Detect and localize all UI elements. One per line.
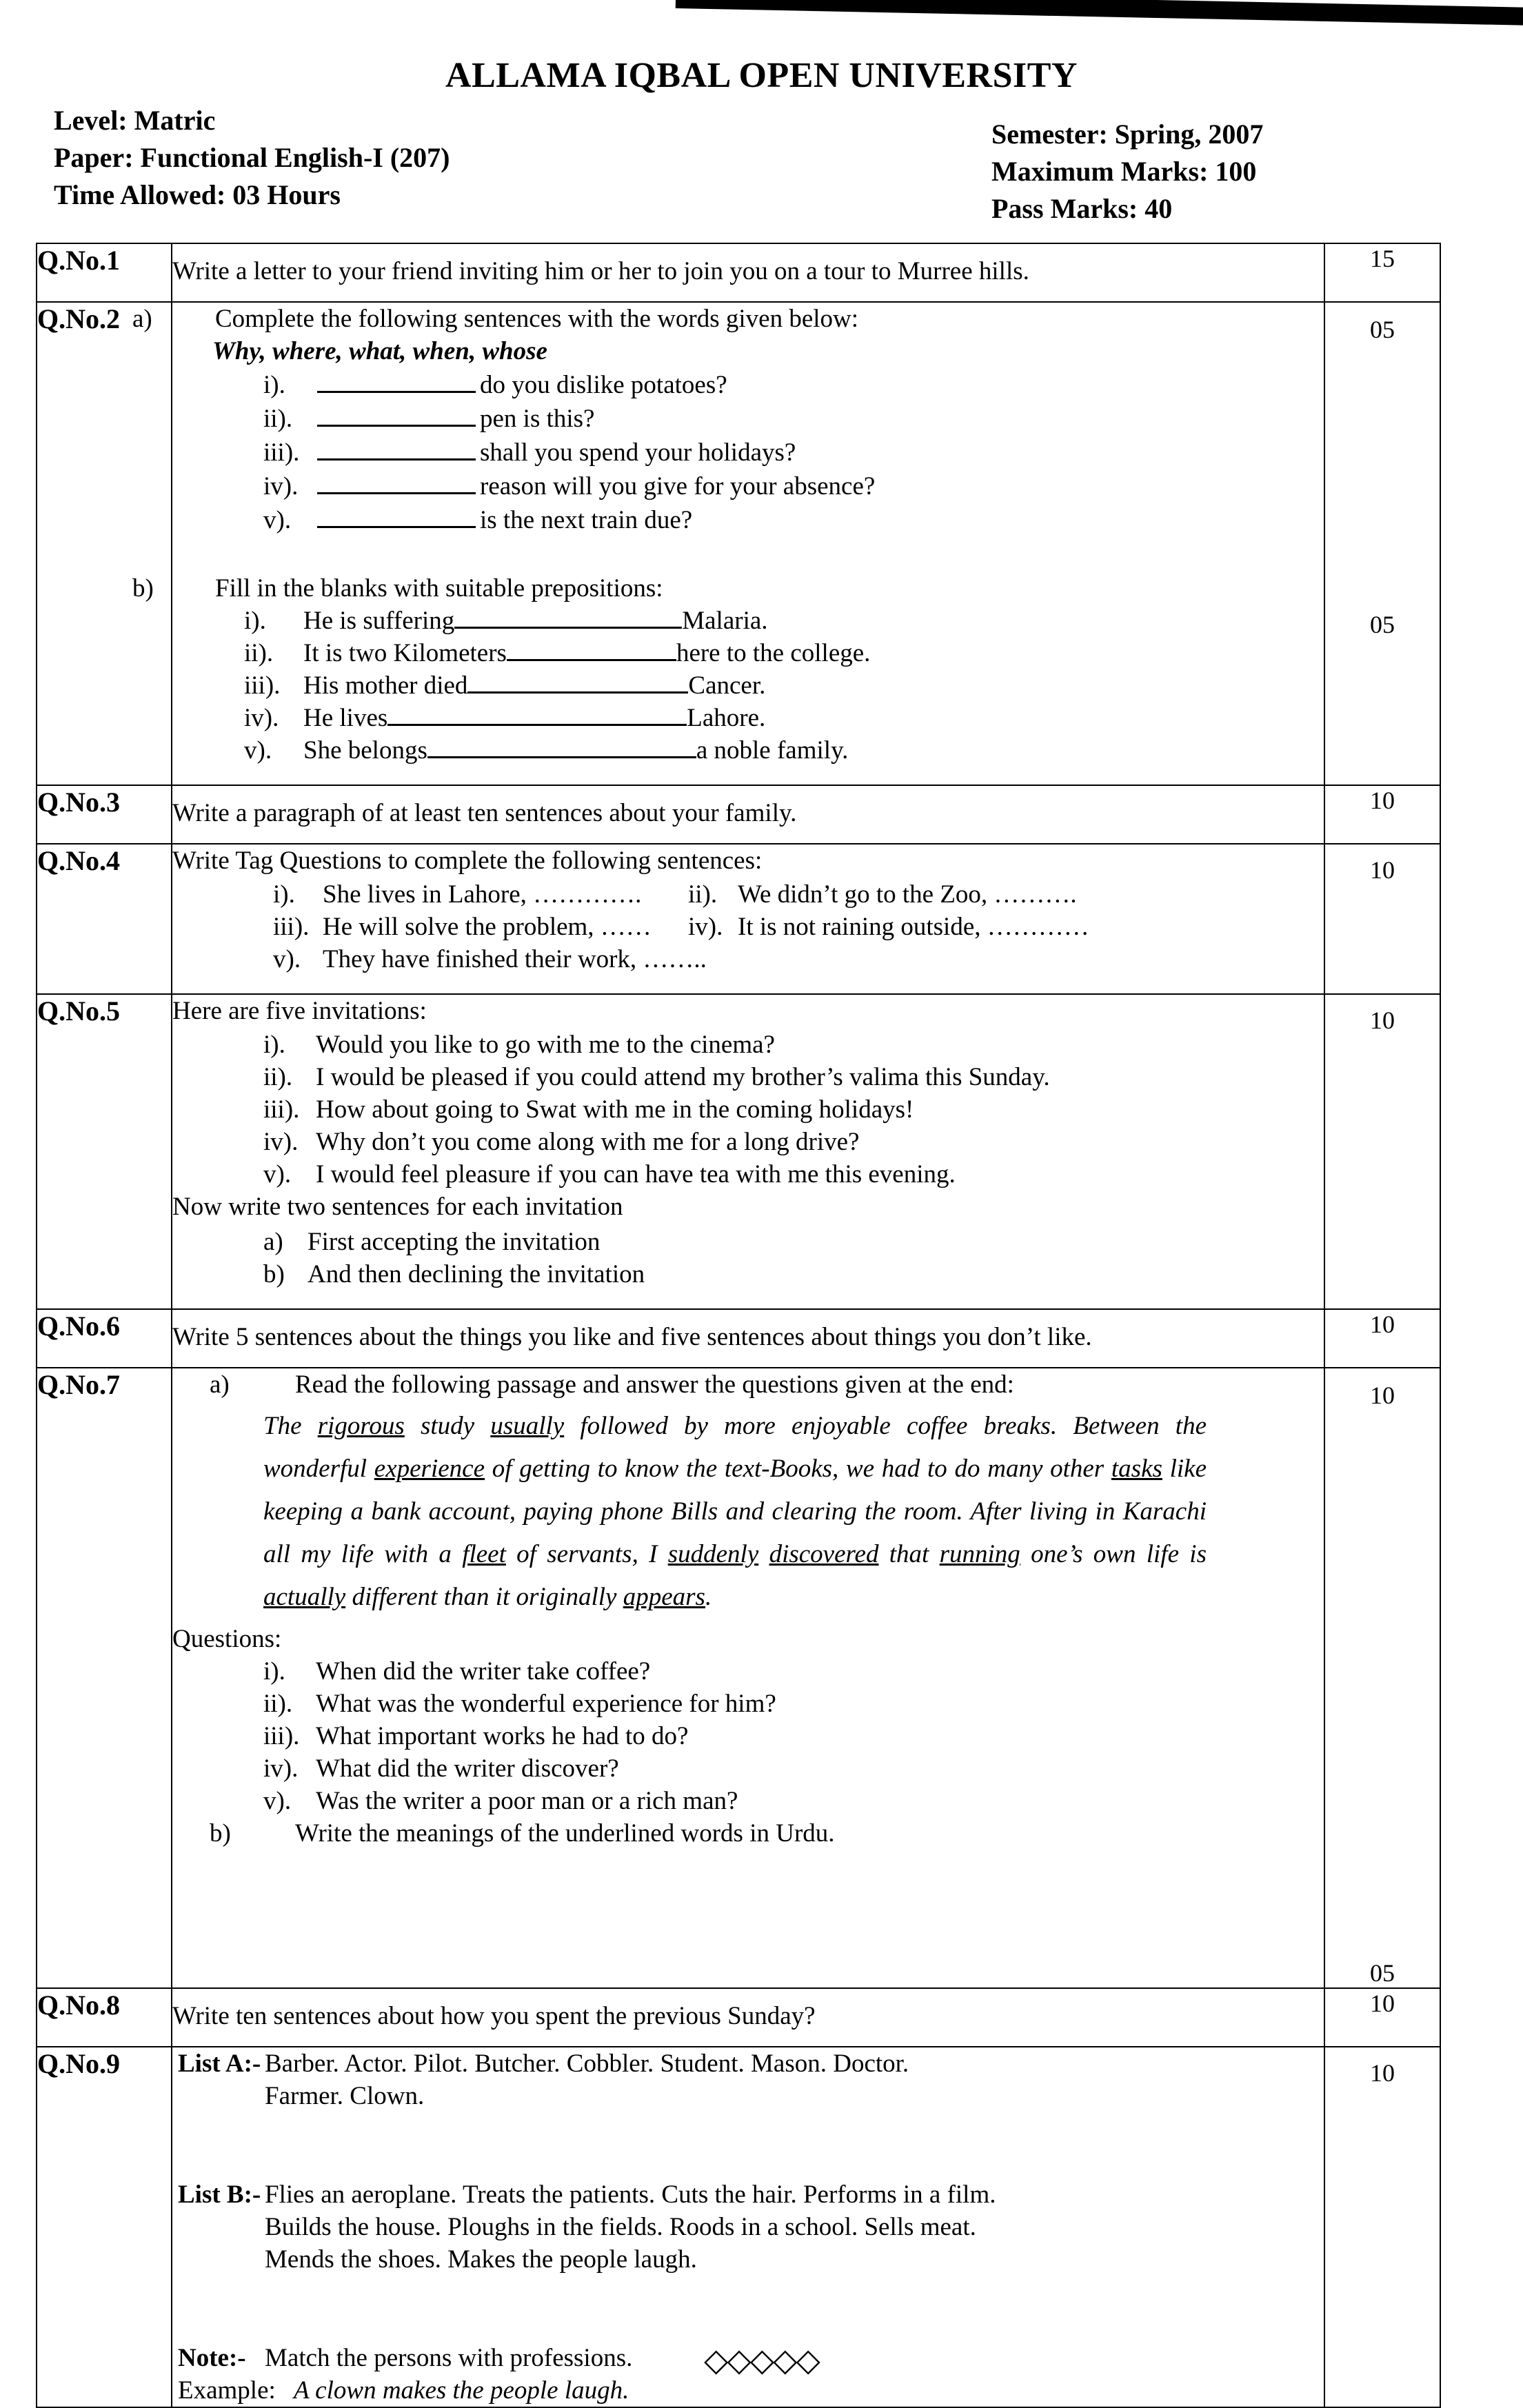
question-number-q7: Q.No.7	[37, 1368, 172, 1988]
table-row	[37, 243, 1440, 302]
table-row	[37, 1988, 1440, 2047]
q2b-after-5: a noble family.	[696, 736, 849, 765]
q5-items	[172, 1029, 1324, 1191]
q2b-num-1: i).	[244, 607, 266, 635]
list-item	[244, 734, 1324, 767]
q2b-before-2: It is two Kilometers	[303, 639, 507, 667]
q2b-after-2: here to the college.	[676, 639, 871, 667]
q5-num-1: i).	[263, 1031, 285, 1059]
list-item	[263, 469, 1324, 503]
q5-text-1: Would you like to go with me to the cinema?	[316, 1031, 775, 1059]
header-paper: Paper: Functional English-I (207)	[54, 142, 450, 173]
q5-intro: Here are five invitations:	[172, 997, 427, 1025]
q7a-label: a)	[210, 1370, 230, 1399]
questions-table	[36, 243, 1441, 2408]
marks-q7a: 10	[1370, 1382, 1395, 1409]
q7-q-text-5: Was the writer a poor man or a rich man?	[316, 1787, 738, 1815]
q2b-after-3: Cancer.	[688, 671, 766, 700]
list-item	[263, 435, 1324, 469]
q9-list-b-line-2: Builds the house. Ploughs in the fields. Roods in a school. Sells meat.	[265, 2213, 976, 2241]
table-row	[37, 844, 1440, 994]
marks-q7b: 05	[1370, 1959, 1395, 1987]
q7-passage	[172, 1401, 1324, 1623]
q5-text-2: I would be pleased if you could attend my brother’s valima this Sunday.	[316, 1063, 1050, 1091]
q4-text-3: He will solve the problem, ……	[323, 913, 652, 941]
q2a-items	[172, 367, 1324, 536]
q7-q-text-2: What was the wonderful experience for him?	[316, 1690, 776, 1718]
q2b-before-4: He lives	[303, 704, 388, 732]
q2a-blank-5[interactable]	[317, 503, 476, 528]
passage-underlined-word: running	[939, 1540, 1020, 1568]
q2-bottom-gap	[172, 767, 1324, 785]
q4-num-2: ii).	[688, 880, 718, 909]
q9-example-tag: Example:	[178, 2376, 276, 2405]
list-item	[244, 637, 1324, 669]
q7-q-num-3: iii).	[263, 1722, 300, 1750]
q2b-items	[172, 605, 1324, 767]
table-row	[37, 994, 1440, 1309]
q2a-num-5: v).	[263, 506, 292, 534]
q4-text-5: They have finished their work, ……..	[323, 945, 707, 973]
passage-text: .	[705, 1583, 712, 1611]
q4-num-1: i).	[273, 880, 295, 909]
list-item	[273, 911, 1324, 943]
q9-list-a-line-1: Barber. Actor. Pilot. Butcher. Cobbler. Student. Mason. Doctor.	[265, 2050, 909, 2078]
q9-list-a-line-2: Farmer. Clown.	[265, 2082, 425, 2110]
q7-marks-stack	[1325, 1368, 1440, 1987]
q7-q-num-5: v).	[263, 1787, 292, 1815]
marks-q1: 15	[1324, 243, 1440, 302]
marks-q8: 10	[1324, 1988, 1440, 2047]
q2b-after-1: Malaria.	[682, 607, 768, 635]
question-number-q9: Q.No.9	[37, 2047, 172, 2407]
list-item	[273, 878, 1324, 911]
header-time-allowed: Time Allowed: 03 Hours	[54, 179, 341, 210]
q9-gap-2	[175, 2276, 1324, 2342]
q7b-text: Write the meanings of the underlined words in Urdu.	[295, 1819, 835, 1848]
q9-list-b-text	[265, 2178, 1216, 2276]
q7-q-num-4: iv).	[263, 1754, 299, 1783]
question-number-q1: Q.No.1	[37, 243, 172, 302]
q2b-before-1: He is suffering	[303, 607, 455, 635]
q2a-word-bank: Why, where, what, when, whose	[212, 337, 547, 365]
q2a-after-5: is the next train due?	[480, 506, 693, 534]
q2-gap	[172, 536, 1324, 572]
q2b-blank-3[interactable]	[467, 671, 688, 694]
q2a-after-3: shall you spend your holidays?	[480, 438, 796, 467]
q9-list-a-text	[265, 2047, 1216, 2112]
header-pass-marks: Pass Marks: 40	[991, 193, 1173, 224]
q9-note-tag: Note:-	[178, 2344, 246, 2372]
marks-q5: 10	[1324, 994, 1440, 1309]
list-item	[263, 1158, 1324, 1191]
passage-text: The	[263, 1412, 318, 1440]
question-body-q4	[172, 844, 1324, 994]
q2a-num-3: iii).	[263, 438, 300, 467]
list-item	[244, 605, 1324, 637]
q7-questions	[172, 1655, 1324, 1817]
q5-num-4: iv).	[263, 1128, 299, 1156]
q5-num-2: ii).	[263, 1063, 293, 1091]
q2b-after-4: Lahore.	[687, 704, 766, 732]
q2b-before-3: His mother died	[303, 671, 468, 700]
question-body-q7	[172, 1368, 1324, 1988]
list-item	[263, 1226, 1324, 1258]
q9-gap	[175, 2112, 1324, 2178]
passage-text: one’s own life is	[1020, 1540, 1207, 1568]
q5-sub-text-a: First accepting the invitation	[307, 1228, 601, 1256]
q7a-text: Read the following passage and answer the questions given at the end:	[295, 1370, 1014, 1399]
q7b-heading	[212, 1817, 1324, 1850]
q6-text: Write 5 sentences about the things you like and five sentences about things you don’t like.	[172, 1323, 1092, 1351]
question-number-q2: Q.No.2	[37, 302, 172, 785]
table-row	[37, 302, 1440, 785]
q7a-heading	[212, 1368, 1324, 1401]
q4-text-1: She lives in Lahore, ………….	[323, 880, 642, 909]
q5-num-3: iii).	[263, 1095, 300, 1124]
q3-text: Write a paragraph of at least ten sentences about your family.	[172, 799, 797, 827]
q5-text-4: Why don’t you come along with me for a long drive?	[316, 1128, 860, 1156]
question-body-q8	[172, 1988, 1324, 2047]
q2a-blank-2[interactable]	[317, 401, 476, 427]
passage-text: like keeping a bank account, paying phone Bills and clearing the room. After living in Karachi all my life with a	[263, 1455, 1207, 1568]
q5-text-3: How about going to Swat with me in the coming holidays!	[316, 1095, 914, 1124]
question-number-q6: Q.No.6	[37, 1309, 172, 1368]
q2b-before-5: She belongs	[303, 736, 427, 765]
q2a-num-4: iv).	[263, 472, 299, 500]
footer-ornament: ◇◇◇◇◇	[704, 2343, 819, 2378]
q2b-blank-1[interactable]	[454, 606, 682, 629]
list-item	[263, 401, 1324, 435]
q2b-blank-2[interactable]	[507, 638, 676, 661]
marks-cell-q2	[1324, 302, 1440, 785]
marks-q6: 10	[1324, 1309, 1440, 1368]
q2b-num-3: iii).	[244, 671, 281, 700]
q2-marks-stack	[1325, 303, 1440, 639]
question-body-q2	[132, 302, 1324, 785]
q5-sub-num-b: b)	[263, 1260, 285, 1288]
passage-underlined-word: fleet	[462, 1540, 506, 1568]
q2a-label: a)	[132, 305, 152, 333]
q9-note-text: Match the persons with professions.	[265, 2344, 633, 2372]
passage-underlined-word: suddenly	[667, 1540, 759, 1568]
q2a-after-4: reason will you give for your absence?	[480, 472, 876, 500]
q7-q-text-4: What did the writer discover?	[316, 1754, 619, 1783]
q4-text-2: We didn’t go to the Zoo, ……….	[738, 880, 1077, 909]
list-item	[263, 1655, 1324, 1688]
list-item	[263, 1752, 1324, 1785]
q4-num-3: iii).	[273, 913, 310, 941]
list-item	[263, 1258, 1324, 1291]
list-item	[263, 503, 1324, 536]
q9-example-text: A clown makes the people laugh.	[294, 2376, 629, 2405]
q9-example	[175, 2374, 1324, 2407]
q9-list-b-tag: List B:-	[178, 2181, 261, 2209]
q2a-num-2: ii).	[263, 405, 293, 433]
q7-q-num-2: ii).	[263, 1690, 293, 1718]
q2b-blank-4[interactable]	[387, 703, 687, 726]
q2a-text: Complete the following sentences with the words given below:	[215, 305, 859, 333]
list-item	[263, 1688, 1324, 1720]
q4-num-5: v).	[273, 945, 301, 973]
q4-bottom-gap	[172, 975, 1324, 993]
passage-underlined-word: experience	[374, 1455, 485, 1483]
q2b-blank-5[interactable]	[427, 736, 696, 758]
passage-underlined-word: rigorous	[317, 1412, 405, 1440]
list-item	[263, 1093, 1324, 1126]
q2b-heading	[132, 572, 1324, 605]
q5-sub-items	[172, 1226, 1324, 1291]
q2a-after-1: do you dislike potatoes?	[480, 371, 727, 399]
q9-list-a-tag: List A:-	[178, 2050, 261, 2078]
passage-underlined-word: appears	[623, 1583, 705, 1611]
question-number-q4: Q.No.4	[37, 844, 172, 994]
q5-num-5: v).	[263, 1160, 292, 1188]
list-item	[263, 1785, 1324, 1817]
q9-list-b-line-3: Mends the shoes. Makes the people laugh.	[265, 2245, 697, 2274]
list-item	[273, 943, 1324, 975]
q7-q-text-3: What important works he had to do?	[316, 1722, 689, 1750]
page-title: ALLAMA IQBAL OPEN UNIVERSITY	[445, 56, 1078, 95]
list-item	[263, 1061, 1324, 1093]
header-right-block	[991, 116, 1263, 227]
question-body-q6	[172, 1309, 1324, 1368]
q5-bottom-gap	[172, 1291, 1324, 1308]
q2a-after-2: pen is this?	[480, 405, 595, 433]
q2b-num-2: ii).	[244, 639, 274, 667]
q2b-text: Fill in the blanks with suitable prepositions:	[215, 574, 663, 603]
passage-underlined-word: discovered	[769, 1540, 879, 1568]
table-row	[37, 1368, 1440, 1988]
q1-text: Write a letter to your friend inviting him or her to join you on a tour to Murree hills.	[172, 257, 1029, 285]
list-item	[244, 702, 1324, 734]
list-item	[263, 1720, 1324, 1752]
q5-text-5: I would feel pleasure if you can have tea with me this evening.	[316, 1160, 956, 1188]
q2a-blank-3[interactable]	[317, 435, 476, 461]
q7-questions-label: Questions:	[172, 1625, 282, 1653]
header-maximum-marks: Maximum Marks: 100	[991, 156, 1257, 187]
list-item	[263, 1126, 1324, 1158]
q2b-num-4: iv).	[244, 704, 279, 732]
q4-text-4: It is not raining outside, …………	[738, 913, 1089, 941]
q5-sub-num-a: a)	[263, 1228, 283, 1256]
q9-list-b-line-1: Flies an aeroplane. Treats the patients. Cuts the hair. Performs in a film.	[265, 2181, 996, 2209]
passage-text: of getting to know the text-Books, we had to do many other	[485, 1455, 1111, 1483]
q7-q-num-1: i).	[263, 1657, 285, 1686]
marks-cell-q7	[1324, 1368, 1440, 1988]
q7b-label: b)	[210, 1819, 231, 1848]
passage-underlined-word: actually	[263, 1583, 346, 1611]
q8-text: Write ten sentences about how you spent the previous Sunday?	[172, 2002, 816, 2030]
table-row	[37, 1309, 1440, 1368]
question-number-q3: Q.No.3	[37, 785, 172, 844]
marks-q2b: 05	[1370, 611, 1395, 638]
q2a-num-1: i).	[263, 371, 285, 399]
list-item	[244, 669, 1324, 702]
q5-sub-text-b: And then declining the invitation	[307, 1260, 645, 1288]
q9-list-a	[175, 2047, 1324, 2112]
q7-bottom-gap	[172, 1850, 1324, 1868]
q4-text: Write Tag Questions to complete the following sentences:	[172, 847, 763, 875]
header-left-block	[54, 102, 450, 214]
marks-q4: 10	[1324, 844, 1440, 994]
passage-text: that	[878, 1540, 940, 1568]
question-number-q8: Q.No.8	[37, 1988, 172, 2047]
passage-underlined-word: usually	[490, 1412, 565, 1440]
q2a-blank-4[interactable]	[317, 469, 476, 494]
header-semester: Semester: Spring, 2007	[991, 119, 1264, 150]
passage-text	[758, 1540, 769, 1568]
passage-text: of servants, I	[505, 1540, 668, 1568]
passage-text: study	[404, 1412, 491, 1440]
question-body-q5	[172, 994, 1324, 1309]
q4-num-4: iv).	[688, 913, 723, 941]
q2b-num-5: v).	[244, 736, 272, 765]
marks-q2a: 05	[1370, 316, 1395, 343]
q7-q-text-1: When did the writer take coffee?	[316, 1657, 651, 1686]
marks-q3: 10	[1324, 785, 1440, 844]
table-row	[37, 785, 1440, 844]
passage-text: different than it originally	[345, 1583, 623, 1611]
list-item	[263, 367, 1324, 401]
list-item	[263, 1029, 1324, 1061]
header-level: Level: Matric	[54, 105, 216, 136]
q2a-blank-1[interactable]	[317, 367, 476, 393]
q2a-heading	[132, 303, 1324, 335]
passage-underlined-word: tasks	[1111, 1455, 1162, 1483]
passage-text: followed by more enjoyable coffee breaks. Between the wonderful	[263, 1412, 1207, 1483]
question-body-q1	[172, 243, 1324, 302]
q9-list-b	[175, 2178, 1324, 2276]
q4-items	[172, 878, 1324, 975]
q2b-label: b)	[132, 574, 154, 603]
q5-now-write: Now write two sentences for each invitation	[172, 1193, 623, 1221]
marks-q9: 10	[1324, 2047, 1440, 2407]
question-number-q5: Q.No.5	[37, 994, 172, 1309]
question-body-q3	[172, 785, 1324, 844]
